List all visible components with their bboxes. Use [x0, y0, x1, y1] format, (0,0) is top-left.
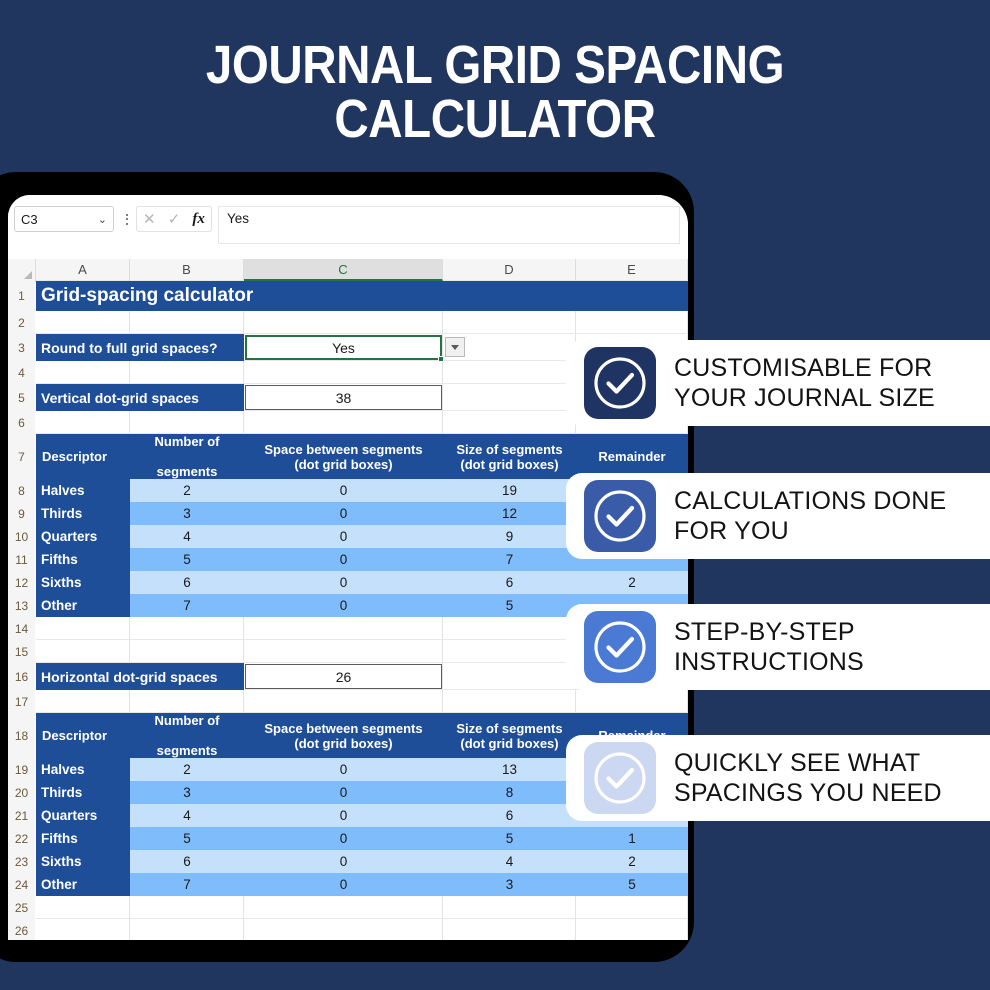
vertical-table-header-size: Size of segments (dot grid boxes) [443, 434, 576, 479]
header-line-2: segments [156, 464, 218, 479]
feature-line-1: QUICKLY SEE WHAT [674, 749, 921, 777]
vertical-table-row-descriptor-13: Other [36, 594, 130, 617]
cell-C6[interactable] [244, 411, 443, 434]
vertical-table-row-space-9: 0 [244, 502, 443, 525]
row-header-18[interactable]: 18 [8, 713, 35, 758]
check-circle-icon [584, 480, 656, 552]
cell-E17[interactable] [576, 690, 688, 713]
vertical-table-row-remainder-12: 2 [576, 571, 688, 594]
cell-A2[interactable] [36, 311, 130, 334]
cell-B14[interactable] [130, 617, 244, 640]
row-header-16[interactable]: 16 [8, 663, 35, 690]
row-header-25[interactable]: 25 [8, 896, 35, 919]
vertical-table-row-segments-10: 4 [130, 525, 244, 548]
feature-card-text-3 [674, 617, 864, 677]
column-header-c[interactable]: C [244, 259, 443, 281]
vertical-table-row-segments-13: 7 [130, 594, 244, 617]
page-title-line-1: JOURNAL GRID SPACING [205, 35, 785, 95]
vertical-table-row-segments-11: 5 [130, 548, 244, 571]
row-header-10[interactable]: 10 [8, 525, 35, 548]
vertical-table-row-size-8: 19 [443, 479, 576, 502]
formula-action-group [136, 206, 212, 232]
cell-C4[interactable] [244, 361, 443, 384]
header-line-2: segments [156, 743, 218, 758]
row-header-11[interactable]: 11 [8, 548, 35, 571]
vertical-table-row-descriptor-11: Fifths [36, 548, 130, 571]
cell-A15[interactable] [36, 640, 130, 663]
horizontal-table-row-size-22: 5 [443, 827, 576, 850]
row-header-8[interactable]: 8 [8, 479, 35, 502]
feature-card-text-4 [674, 748, 942, 808]
horizontal-table-row-space-22: 0 [244, 827, 443, 850]
spreadsheet-window [8, 195, 688, 940]
vertical-table-row-space-12: 0 [244, 571, 443, 594]
cell-D16[interactable] [443, 663, 576, 690]
row-header-13[interactable]: 13 [8, 594, 35, 617]
formula-input[interactable]: Yes [218, 206, 680, 244]
page-title-line-2: CALCULATOR [334, 89, 656, 149]
select-all-corner[interactable] [8, 259, 36, 281]
row-header-20[interactable]: 20 [8, 781, 35, 804]
vertical-table-row-size-9: 12 [443, 502, 576, 525]
horizontal-table-row-space-23: 0 [244, 850, 443, 873]
vertical-table-row-segments-9: 3 [130, 502, 244, 525]
more-options-icon[interactable] [122, 209, 132, 229]
chevron-down-icon: ⌄ [97, 213, 107, 226]
vertical-table-row-size-11: 7 [443, 548, 576, 571]
horizontal-table-row-space-20: 0 [244, 781, 443, 804]
cell-B6[interactable] [130, 411, 244, 434]
row-header-1[interactable]: 1 [8, 281, 35, 311]
horizontal-table-row-descriptor-19: Halves [36, 758, 130, 781]
horizontal-table-row-space-24: 0 [244, 873, 443, 896]
horizontal-table-row-size-20: 8 [443, 781, 576, 804]
horizontal-table-header-size: Size of segments (dot grid boxes) [443, 713, 576, 758]
horizontal-table-header-space: Space between segments (dot grid boxes) [244, 713, 443, 758]
fill-handle[interactable] [438, 356, 444, 362]
row-header-3[interactable]: 3 [8, 334, 35, 361]
check-circle-icon [584, 347, 656, 419]
horizontal-table-row-size-23: 4 [443, 850, 576, 873]
input-value-5[interactable]: 38 [245, 385, 442, 410]
feature-line-1: CUSTOMISABLE FOR [674, 354, 933, 382]
vertical-table-row-size-13: 5 [443, 594, 576, 617]
cell-D26[interactable] [443, 919, 576, 940]
row-header-9[interactable]: 9 [8, 502, 35, 525]
column-header-row [8, 259, 688, 282]
input-value-3[interactable]: Yes [245, 335, 442, 360]
feature-line-2: YOUR JOURNAL SIZE [674, 384, 935, 412]
vertical-table-header-space: Space between segments (dot grid boxes) [244, 434, 443, 479]
horizontal-table-row-size-24: 3 [443, 873, 576, 896]
feature-line-1: CALCULATIONS DONE [674, 487, 947, 515]
cell-C25[interactable] [244, 896, 443, 919]
row-header-12[interactable]: 12 [8, 571, 35, 594]
column-header-e[interactable]: E [576, 259, 688, 281]
horizontal-table-row-descriptor-20: Thirds [36, 781, 130, 804]
column-header-a[interactable]: A [36, 259, 130, 281]
vertical-table-row-segments-8: 2 [130, 479, 244, 502]
vertical-table-row-descriptor-10: Quarters [36, 525, 130, 548]
horizontal-table-row-size-19: 13 [443, 758, 576, 781]
vertical-table-row-size-10: 9 [443, 525, 576, 548]
check-circle-icon [584, 742, 656, 814]
name-box-value: C3 [21, 211, 38, 227]
cell-B25[interactable] [130, 896, 244, 919]
row-header-22[interactable]: 22 [8, 827, 35, 850]
row-header-19[interactable]: 19 [8, 758, 35, 781]
confirm-icon[interactable]: ✓ [167, 210, 181, 228]
row-header-2[interactable]: 2 [8, 311, 35, 334]
cell-C14[interactable] [244, 617, 443, 640]
cell-A4[interactable] [36, 361, 130, 384]
cell-D25[interactable] [443, 896, 576, 919]
row-header-15[interactable]: 15 [8, 640, 35, 663]
row-header-5[interactable]: 5 [8, 384, 35, 411]
horizontal-table-row-descriptor-23: Sixths [36, 850, 130, 873]
row-header-24[interactable]: 24 [8, 873, 35, 896]
row-header-17[interactable]: 17 [8, 690, 35, 713]
header-line-1: Number of [154, 713, 220, 728]
horizontal-table-row-remainder-22: 1 [576, 827, 688, 850]
header-line-1: Number of [154, 434, 220, 449]
vertical-table-header-remainder: Remainder [576, 434, 688, 479]
cell-B15[interactable] [130, 640, 244, 663]
vertical-table-header-segments [130, 434, 244, 479]
horizontal-table-row-descriptor-22: Fifths [36, 827, 130, 850]
check-circle-icon [584, 611, 656, 683]
horizontal-table-row-segments-22: 5 [130, 827, 244, 850]
horizontal-table-row-remainder-23: 2 [576, 850, 688, 873]
cell-A26[interactable] [36, 919, 130, 940]
feature-card-3 [566, 604, 990, 690]
formula-bar-area [8, 195, 688, 259]
vertical-table-row-descriptor-12: Sixths [36, 571, 130, 594]
horizontal-table-row-segments-21: 4 [130, 804, 244, 827]
row-header-7[interactable]: 7 [8, 434, 35, 479]
feature-card-text-2 [674, 486, 946, 546]
page-title [59, 35, 930, 149]
vertical-table-row-space-13: 0 [244, 594, 443, 617]
horizontal-table-row-size-21: 6 [443, 804, 576, 827]
column-header-d[interactable]: D [443, 259, 576, 281]
row-header-21[interactable]: 21 [8, 804, 35, 827]
row-header-23[interactable]: 23 [8, 850, 35, 873]
cell-B26[interactable] [130, 919, 244, 940]
column-header-b[interactable]: B [130, 259, 244, 281]
feature-line-2: SPACINGS YOU NEED [674, 779, 942, 807]
feature-line-2: INSTRUCTIONS [674, 648, 864, 676]
cell-A25[interactable] [36, 896, 130, 919]
vertical-table-header-descriptor: Descriptor [36, 434, 130, 479]
vertical-table-row-segments-12: 6 [130, 571, 244, 594]
cell-A14[interactable] [36, 617, 130, 640]
horizontal-table-row-descriptor-21: Quarters [36, 804, 130, 827]
input-label-5: Vertical dot-grid spaces [36, 384, 244, 411]
insert-function-icon[interactable]: fx [192, 210, 205, 227]
cell-D6[interactable] [443, 411, 576, 434]
feature-card-1 [566, 340, 990, 426]
horizontal-table-header-segments [130, 713, 244, 758]
cell-D4[interactable] [443, 361, 576, 384]
cell-B2[interactable] [130, 311, 244, 334]
input-value-16[interactable]: 26 [245, 664, 442, 689]
cell-D14[interactable] [443, 617, 576, 640]
cell-D17[interactable] [443, 690, 576, 713]
horizontal-table-row-space-19: 0 [244, 758, 443, 781]
row-header-26[interactable]: 26 [8, 919, 35, 940]
horizontal-table-row-segments-20: 3 [130, 781, 244, 804]
feature-card-text-1 [674, 353, 935, 413]
vertical-table-row-size-12: 6 [443, 571, 576, 594]
vertical-table-row-descriptor-9: Thirds [36, 502, 130, 525]
name-box[interactable] [14, 206, 114, 232]
cell-E2[interactable] [576, 311, 688, 334]
row-header-14[interactable]: 14 [8, 617, 35, 640]
feature-line-1: STEP-BY-STEP [674, 618, 855, 646]
feature-card-4 [566, 735, 990, 821]
vertical-table-row-space-8: 0 [244, 479, 443, 502]
horizontal-table-header-descriptor: Descriptor [36, 713, 130, 758]
horizontal-table-row-segments-23: 6 [130, 850, 244, 873]
cell-E25[interactable] [576, 896, 688, 919]
cell-C26[interactable] [244, 919, 443, 940]
vertical-table-row-descriptor-8: Halves [36, 479, 130, 502]
row-header-6[interactable]: 6 [8, 411, 35, 434]
cell-D15[interactable] [443, 640, 576, 663]
cell-D2[interactable] [443, 311, 576, 334]
cell-A17[interactable] [36, 690, 130, 713]
cell-C15[interactable] [244, 640, 443, 663]
feature-card-2 [566, 473, 990, 559]
row-header-4[interactable]: 4 [8, 361, 35, 384]
input-label-16: Horizontal dot-grid spaces [36, 663, 244, 690]
dropdown-arrow-icon[interactable] [445, 337, 465, 357]
cell-D5[interactable] [443, 384, 576, 411]
cell-B17[interactable] [130, 690, 244, 713]
cancel-icon[interactable]: ✕ [143, 210, 156, 228]
cell-A6[interactable] [36, 411, 130, 434]
cell-E26[interactable] [576, 919, 688, 940]
feature-line-2: FOR YOU [674, 517, 789, 545]
cell-C17[interactable] [244, 690, 443, 713]
cell-C2[interactable] [244, 311, 443, 334]
vertical-table-row-space-11: 0 [244, 548, 443, 571]
horizontal-table-row-descriptor-24: Other [36, 873, 130, 896]
horizontal-table-row-space-21: 0 [244, 804, 443, 827]
vertical-table-row-space-10: 0 [244, 525, 443, 548]
horizontal-table-row-segments-24: 7 [130, 873, 244, 896]
sheet-title-cell: Grid-spacing calculator [36, 281, 688, 311]
cell-B4[interactable] [130, 361, 244, 384]
horizontal-table-row-remainder-24: 5 [576, 873, 688, 896]
horizontal-table-row-segments-19: 2 [130, 758, 244, 781]
input-label-3: Round to full grid spaces? [36, 334, 244, 361]
